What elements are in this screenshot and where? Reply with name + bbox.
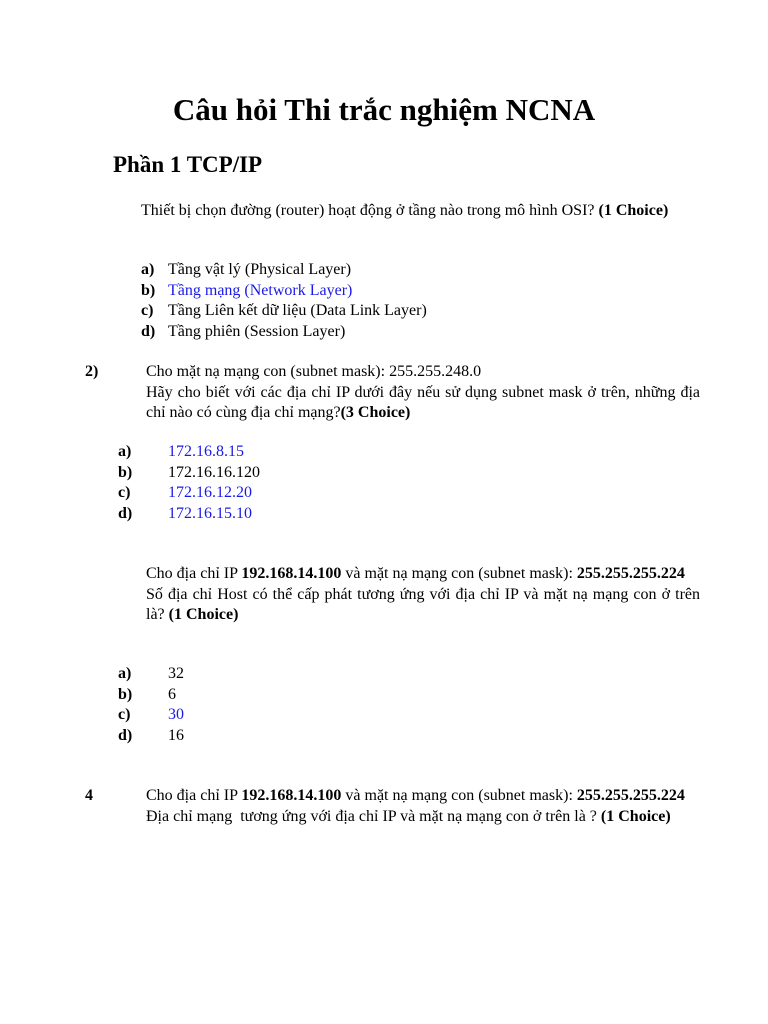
q1-option-d[interactable]	[141, 322, 701, 343]
question-2-line1: Cho mặt nạ mạng con (subnet mask): 255.255.248.0	[146, 363, 482, 380]
question-2-body: Hãy cho biết với các địa chỉ IP dưới đây nếu sử dụng subnet mask ở trên, những địa chỉ nào có cùng địa chỉ mạng?	[146, 383, 700, 421]
question-2-text	[146, 362, 700, 424]
question-4-number: 4	[85, 787, 93, 804]
q1-option-c[interactable]	[141, 301, 701, 322]
option-text: 16	[168, 726, 184, 744]
option-text-correct: Tầng mạng (Network Layer)	[168, 281, 353, 299]
question-4-choice: (1 Choice)	[600, 807, 671, 825]
option-text: 172.16.16.120	[168, 463, 260, 481]
q2-option-b[interactable]	[118, 463, 678, 484]
option-label: d)	[118, 504, 133, 522]
option-label: d)	[141, 322, 156, 340]
option-label: c)	[118, 706, 131, 723]
option-label: a)	[118, 443, 132, 460]
question-1-text	[141, 201, 701, 222]
page-title: Câu hỏi Thi trắc nghiệm NCNA	[172, 92, 596, 127]
question-4-pre: Cho địa chỉ IP	[146, 787, 238, 804]
question-2-number: 2)	[85, 363, 99, 380]
section-heading: Phần 1 TCP/IP	[113, 152, 263, 177]
option-label: b)	[118, 685, 133, 703]
q3-option-d[interactable]	[118, 726, 678, 747]
question-1-choice: (1 Choice)	[598, 202, 669, 219]
option-text: 6	[168, 685, 176, 703]
q2-option-c[interactable]	[118, 483, 678, 504]
option-label: c)	[118, 484, 131, 501]
question-3-options	[118, 664, 678, 746]
question-3-text	[146, 564, 700, 626]
question-3-pre: Cho địa chỉ IP	[146, 565, 238, 582]
option-label: b)	[141, 281, 156, 299]
q3-option-a[interactable]	[118, 664, 678, 685]
question-3-choice: (1 Choice)	[168, 606, 239, 623]
question-4-mid: và mặt nạ mạng con (subnet mask):	[345, 787, 573, 804]
option-text-correct: 172.16.12.20	[168, 484, 252, 501]
question-4-mask: 255.255.255.224	[576, 787, 685, 804]
question-2-line2	[146, 383, 700, 424]
question-4-body: Địa chỉ mạng tương ứng với địa chỉ IP và mặt nạ mạng con ở trên là ?	[146, 807, 597, 825]
question-4-text	[146, 786, 700, 827]
question-2-options	[118, 442, 678, 524]
question-4-ip: 192.168.14.100	[241, 787, 342, 804]
q1-option-a[interactable]	[141, 260, 701, 281]
q3-option-b[interactable]	[118, 685, 678, 706]
q2-option-a[interactable]	[118, 442, 678, 463]
question-3-ip: 192.168.14.100	[241, 565, 342, 582]
q2-option-d[interactable]	[118, 504, 678, 525]
question-3-mask: 255.255.255.224	[576, 565, 685, 582]
option-text: Tầng vật lý (Physical Layer)	[168, 261, 352, 278]
option-label: a)	[118, 665, 132, 682]
q1-option-b[interactable]	[141, 281, 701, 302]
question-1-options	[141, 260, 701, 342]
question-4-line2	[146, 807, 700, 828]
option-label: d)	[118, 726, 133, 744]
option-text: Tầng Liên kết dữ liệu (Data Link Layer)	[168, 302, 427, 319]
option-label: a)	[141, 261, 155, 278]
option-label: c)	[141, 302, 154, 319]
question-2-choice: (3 Choice)	[340, 404, 411, 421]
option-text-correct: 30	[168, 706, 184, 723]
question-3-body: Số địa chỉ Host có thể cấp phát tương ứng với địa chỉ IP và mặt nạ mạng con ở trên là?	[146, 585, 700, 623]
option-text-correct: 172.16.8.15	[168, 443, 244, 460]
option-text-correct: 172.16.15.10	[168, 504, 252, 522]
question-3-mid: và mặt nạ mạng con (subnet mask):	[345, 565, 573, 582]
q3-option-c[interactable]	[118, 705, 678, 726]
option-text: 32	[168, 665, 184, 682]
option-label: b)	[118, 463, 133, 481]
question-3-line2	[146, 585, 700, 626]
question-1-body: Thiết bị chọn đường (router) hoạt động ở tầng nào trong mô hình OSI?	[141, 202, 595, 219]
option-text: Tầng phiên (Session Layer)	[168, 322, 346, 340]
